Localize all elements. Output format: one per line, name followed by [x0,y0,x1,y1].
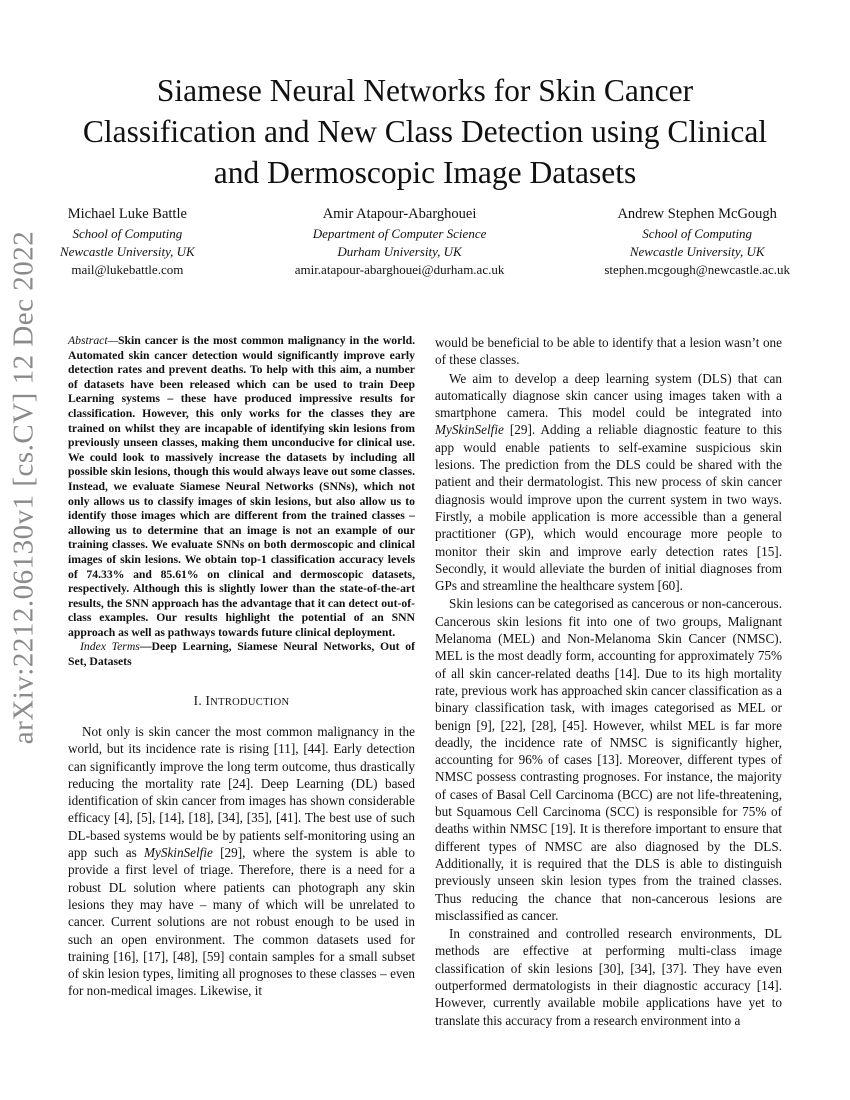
paragraph-text: [29], where the system is able to provide a first level of triage. Therefore, there is a need for a robust DL solution where patients can photograph any skin lesions they may have – many of which will be unrelated to cancer. Current solutions are not robust enough to be used in such an open environment. The common datasets used for training [16], [17], [48], [59] contain samples for a small subset of skin lesion types, limiting all prognoses to these classes – even for non-medical images. Likewise, it [68,845,415,999]
section-initial: I [205,692,211,708]
app-name: MySkinSelfie [144,845,213,861]
left-column [68,334,415,1001]
arxiv-identifier-stamp [4,230,44,744]
abstract [68,334,415,640]
author-email: amir.atapour-abarghouei@durham.ac.uk [294,262,505,277]
author-3 [604,205,790,279]
intro-paragraph-1 [68,723,415,1000]
paragraph-text: [29]. Adding a reliable diagnostic feature to this app would enable patients to self-examine suspicious skin lesions. The prediction from the DLS could be shared with the patient and their dermatologist. This new process of skin cancer diagnosis would improve upon the current system in two ways. Firstly, a mobile application is more accessible than a general practitioner (GP), which would encourage more people to monitor their skin and improve early detection rates [15]. Secondly, it would alleviate the burden of initial diagnoses from GPs and streamline the healthcare system [60]. [435,422,782,594]
index-terms-label: Index Terms [80,640,140,654]
author-2 [295,205,505,279]
section-numeral: I. [193,692,206,708]
author-affiliation: Newcastle University, UK [60,244,195,259]
section-title-rest: NTRODUCTION [210,696,290,708]
author-affiliation: Newcastle University, UK [629,244,765,259]
abstract-label: Abstract— [68,334,118,347]
index-terms [68,640,415,669]
arxiv-identifier-text: arXiv:2212.06130v1 [cs.CV] 12 Dec 2022 [7,230,40,744]
section-heading-introduction [68,692,415,711]
intro-paragraph-4: In constrained and controlled research environments, DL methods are effective at performing multi-class image classification of skin lesions [30], [34], [37]. They have even outperformed dermatologists in their diagnostic accuracy [14]. However, currently available mobile applications have yet to translate this accuracy from a research environment into a [435,926,782,1028]
paragraph-continuation: would be beneficial to be able to identify that a lesion wasn’t one of these classes. [435,335,782,368]
author-name: Andrew Stephen McGough [617,206,777,222]
author-department: School of Computing [642,226,753,241]
author-department: Department of Computer Science [312,226,487,241]
author-affiliation: Durham University, UK [337,244,462,259]
author-email: stephen.mcgough@newcastle.ac.uk [604,262,790,277]
author-block [60,205,790,279]
paragraph-text: We aim to develop a deep learning system (DLS) that can automatically diagnose skin cancer using images taken with a smartphone camera. This model could be integrated into [435,370,782,421]
right-column [435,334,782,1030]
paragraph-text: Not only is skin cancer the most common malignancy in the world, but its incidence rate is rising [11], [44]. Early detection can significantly improve the long term outcome, thus drastically reducing the mortality rate [24]. Deep Learning (DL) based identification of skin cancer from images has shown considerable efficacy [4], [5], [14], [18], [34], [35], [41]. The best use of such DL-based systems would be by patients self-monitoring using an app such as [68,723,415,861]
author-name: Michael Luke Battle [67,206,187,222]
abstract-text: Skin cancer is the most common malignancy in the world. Automated skin cancer detection would significantly improve early detection rates and prevent deaths. To help with this aim, a number of datasets have been released which can be used to train Deep Learning systems – these have produced impressive results for classification. However, this only works for the classes they are trained on whilst they are incapable of identifying skin lesions from previously unseen classes, making them unconducive for clinical use. We could look to massively increase the datasets by including all possible skin lesions, though this would always leave out some classes. Instead, we evaluate Siamese Neural Networks (SNNs), which not only allows us to classify images of skin lesions, but also allow us to identify those images which are different from the trained classes – allowing us to determine that an image is not an example of our training classes. We evaluate SNNs on both dermoscopic and clinical images of skin lesions. We obtain top-1 classification accuracy levels of 74.33% and 85.61% on clinical and dermoscopic datasets, respectively. Although this is slightly lower than the state-of-the-art results, the SNN approach has the advantage that it can detect out-of-class examples. Our results highlight the potential of an SNN approach as well as pathways towards future clinical deployment. [68,334,415,639]
intro-paragraph-2 [435,370,782,595]
index-terms-text: —Deep Learning, Siamese Neural Networks, Out of Set, Datasets [68,640,415,669]
author-email: mail@lukebattle.com [71,262,184,277]
author-department: School of Computing [72,226,183,241]
paper-title: Siamese Neural Networks for Skin Cancer Classification and New Class Detection using Clinical and Dermoscopic Image Datasets [82,73,768,190]
author-name: Amir Atapour-Abarghouei [322,206,477,222]
app-name: MySkinSelfie [435,422,504,438]
intro-paragraph-3: Skin lesions can be categorised as cancerous or non-cancerous. Cancerous skin lesions fit into one of two groups, Malignant Melanoma (MEL) and Non-Melanoma Skin Cancer (NMSC). MEL is the most deadly form, accounting for approximately 75% of all skin cancer-related deaths [14]. Due to its high mortality rate, previous work has approached skin cancer classification as a binary classification task, with images categorised as MEL or benign [9], [22], [28], [45]. However, whilst MEL is far more deadly, the incidence rate of NMSC is significantly higher, accounting for 96% of cases [13]. Moreover, different types of NMSC possess contrasting prognoses. For instance, the majority of cases of Basal Cell Carcinoma (BCC) are not life-threatening, but Squamous Cell Carcinoma (SCC) is responsible for 75% of deaths within NMSC [19]. It is therefore important to ensure that different types of NMSC are also diagnosed by the DLS. Additionally, it is required that the DLS is able to distinguish previously unseen skin lesion types from the trained classes. Thus reducing the chance that non-cancerous lesions are misclassified as cancer. [435,596,782,923]
author-1 [60,205,195,279]
